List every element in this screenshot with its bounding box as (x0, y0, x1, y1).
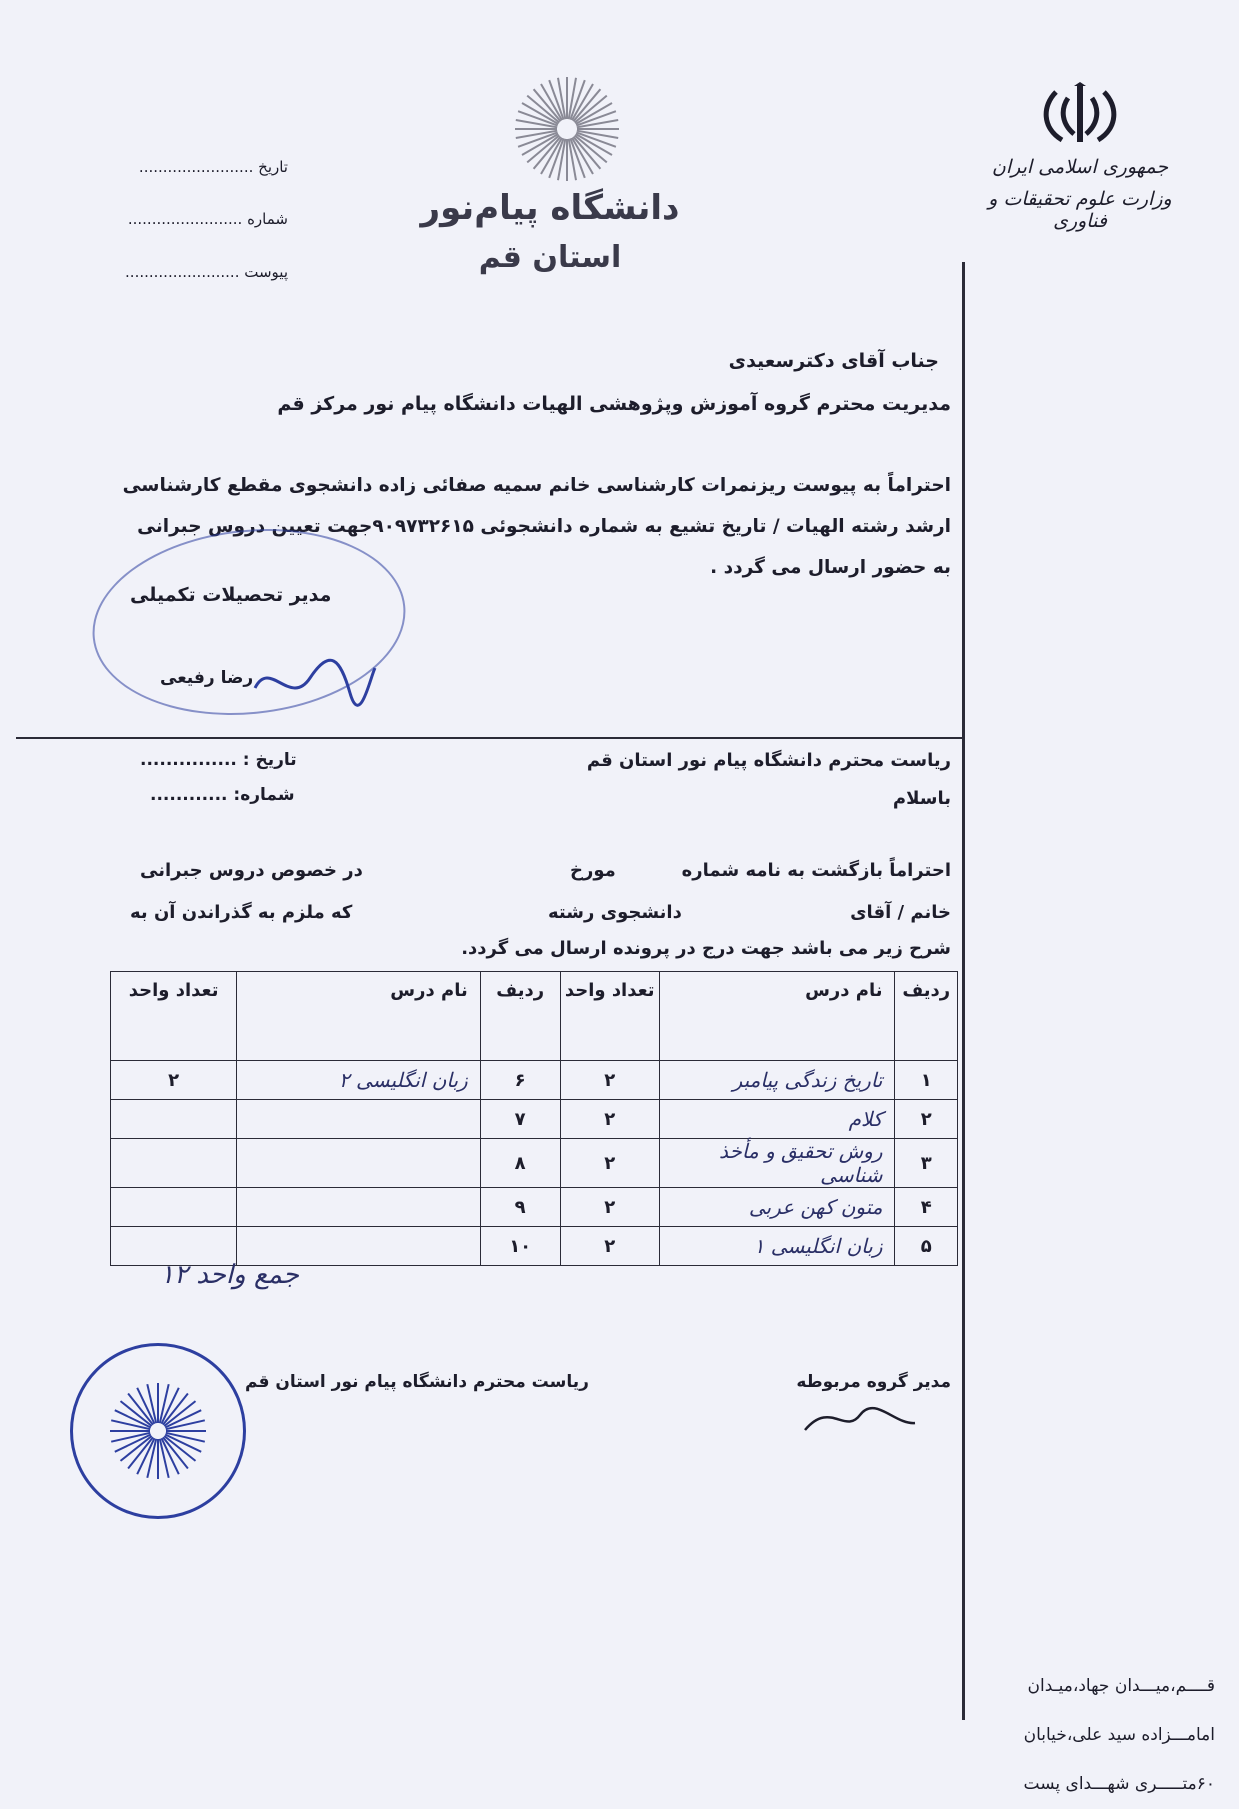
address-line-2: امامـــزاده سید علی،خیابان (1023, 1725, 1215, 1745)
table-row (111, 1061, 958, 1100)
course-units: ۲ (560, 1227, 659, 1266)
reply-p3: شرح زیر می باشد جهت درج در پرونده ارسال می گردد. (461, 938, 951, 959)
row-number: ۴ (895, 1188, 958, 1227)
course-name-2 (237, 1100, 480, 1139)
reply-p2-c: که ملزم به گذراندن آن به (130, 902, 353, 923)
row-number: ۵ (895, 1227, 958, 1266)
row-number-2: ۸ (480, 1139, 560, 1188)
reply-greeting: باسلام (892, 788, 951, 809)
courses-table (110, 971, 958, 1266)
department-head-label: مدیر گروه مربوطه (796, 1372, 951, 1392)
date-field (48, 158, 288, 176)
row-number: ۳ (895, 1139, 958, 1188)
signer-title: مدیر تحصیلات تکمیلی (130, 584, 332, 606)
table-row (111, 1188, 958, 1227)
table-header-row (111, 972, 958, 1061)
address-line-1: قــــم،میـــدان جهاد،میـدان (1027, 1676, 1215, 1696)
course-units: ۲ (560, 1139, 659, 1188)
row-number-2: ۷ (480, 1100, 560, 1139)
course-units-2 (111, 1100, 237, 1139)
republic-name: جمهوری اسلامی ایران (991, 156, 1169, 178)
row-number-2: ۶ (480, 1061, 560, 1100)
course-name: متون کهن عربی (659, 1188, 895, 1227)
address-line-3: ۶۰متـــــری شهـــدای پست (1023, 1774, 1215, 1794)
course-units: ۲ (560, 1061, 659, 1100)
letter-line-3: به حضور ارسال می گردد . (710, 557, 951, 578)
reply-p1-c: در خصوص دروس جبرانی (140, 860, 363, 881)
course-name-2 (237, 1139, 480, 1188)
header-course-2: نام درس (237, 972, 480, 1061)
course-name-2 (237, 1188, 480, 1227)
number-dots: ........................ (127, 210, 243, 228)
reply-p1-a: احتراماً بازگشت به نامه شماره (681, 860, 951, 881)
header-row-no-2: ردیف (480, 972, 560, 1061)
attachment-dots: ........................ (125, 263, 240, 281)
reply-p2-b: دانشجوی رشته (548, 902, 682, 923)
course-units-2: ۲ (111, 1061, 237, 1100)
row-number-2: ۱۰ (480, 1227, 560, 1266)
margin-vertical-rule (962, 262, 965, 1720)
attachment-label: پیوست (244, 263, 288, 281)
signature-icon (250, 648, 380, 718)
province-name: استان قم (478, 240, 622, 275)
course-units-2 (111, 1139, 237, 1188)
date-label: تاریخ (258, 158, 288, 176)
payame-noor-logo-icon (514, 76, 620, 182)
university-round-stamp (70, 1343, 246, 1519)
section-divider (16, 737, 964, 739)
course-name-2: زبان انگلیسی ۲ (237, 1061, 480, 1100)
president-label: ریاست محترم دانشگاه پیام نور استان قم (245, 1372, 589, 1392)
total-units: جمع واحد ۱۲ (160, 1260, 299, 1290)
ministry-name: وزارت علوم تحقیقات و فناوری (988, 188, 1172, 232)
header-units-2: تعداد واحد (111, 972, 237, 1061)
department-signature-icon (800, 1395, 920, 1445)
course-name: زبان انگلیسی ۱ (659, 1227, 895, 1266)
reply-p1-b: مورخ (570, 860, 616, 881)
header-units: تعداد واحد (560, 972, 659, 1061)
iran-emblem-icon (1040, 82, 1120, 150)
course-name: کلام (659, 1100, 895, 1139)
row-number-2: ۹ (480, 1188, 560, 1227)
header-row-no: ردیف (895, 972, 958, 1061)
table-row (111, 1139, 958, 1188)
course-units: ۲ (560, 1188, 659, 1227)
number-label: شماره (247, 210, 288, 228)
date-dots: ........................ (138, 158, 254, 176)
row-number: ۲ (895, 1100, 958, 1139)
course-units-2 (111, 1188, 237, 1227)
course-name: روش تحقیق و مأخذ شناسی (659, 1139, 895, 1188)
row-number: ۱ (895, 1061, 958, 1100)
course-name: تاریخ زندگی پیامبر (659, 1061, 895, 1100)
letter-line-1: احتراماً به پیوست ریزنمرات کارشناسی خانم سمیه صفائی زاده دانشجوی مقطع کارشناسی (122, 475, 951, 496)
reply-date: تاریخ : ............... (140, 750, 297, 770)
reply-addressee: ریاست محترم دانشگاه پیام نور استان قم (586, 750, 951, 771)
university-name: دانشگاه پیام‌نور (420, 188, 680, 228)
header-course: نام درس (659, 972, 895, 1061)
course-units: ۲ (560, 1100, 659, 1139)
reply-number: شماره: ............ (150, 785, 295, 805)
sun-emblem-icon (108, 1381, 208, 1481)
reply-p2-a: خانم / آقای (850, 902, 951, 923)
signer-name: رضا رفیعی (160, 668, 254, 688)
letter-line-2: ارشد رشته الهیات / تاریخ تشیع به شماره دانشجوئی ۹۰۹۷۳۲۶۱۵جهت تعیین دروس جبرانی (137, 516, 951, 537)
salutation: جناب آقای دکترسعیدی (728, 350, 939, 372)
attachment-field (48, 263, 288, 281)
number-field (48, 210, 288, 228)
addressee: مدیریت محترم گروه آموزش وپژوهشی الهیات دانشگاه پیام نور مرکز قم (277, 393, 951, 415)
table-row (111, 1100, 958, 1139)
